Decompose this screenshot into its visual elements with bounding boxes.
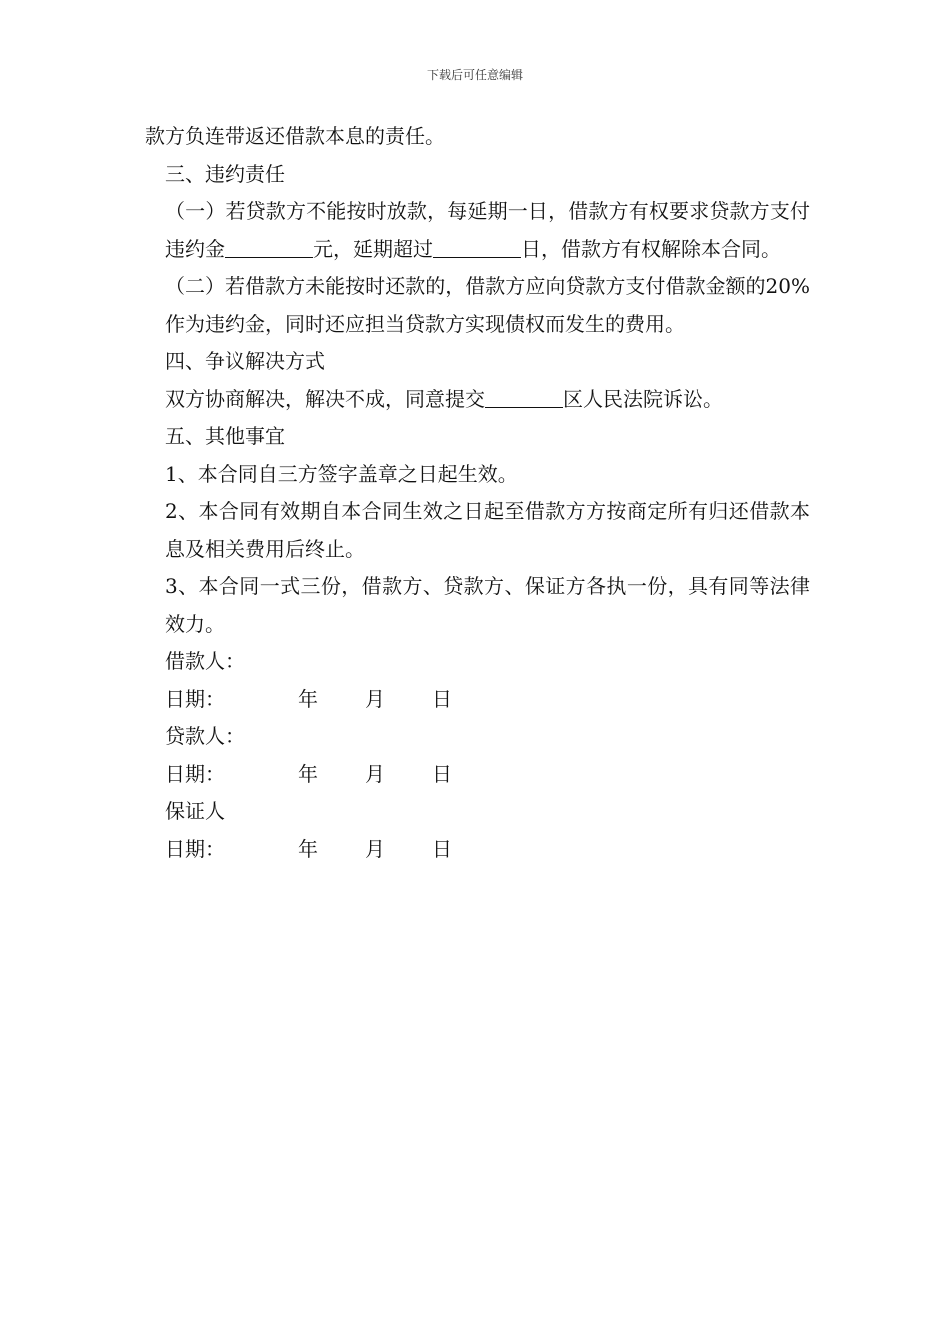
clause-breach-1-text-a: （一）若贷款方不能按时放款，每延期一日，借款方有权要求贷款方支付违约金 bbox=[165, 199, 810, 261]
signature-block-lender bbox=[145, 718, 810, 793]
section-heading-other: 五、其他事宜 bbox=[165, 424, 285, 448]
signature-party-label: 保证人 bbox=[165, 799, 225, 823]
month-label: 月 bbox=[365, 686, 385, 711]
penalty-amount-blank bbox=[225, 235, 313, 258]
month-label: 月 bbox=[365, 761, 385, 786]
date-label: 日期： bbox=[165, 761, 225, 786]
clause-other-1: 1、本合同自三方签字盖章之日起生效。 bbox=[165, 461, 518, 486]
date-label: 日期： bbox=[165, 686, 225, 711]
signature-date-line bbox=[145, 756, 810, 794]
day-label: 日 bbox=[432, 836, 452, 861]
year-label: 年 bbox=[298, 836, 318, 861]
document-body bbox=[145, 118, 810, 868]
clause-breach-1-text-b: 元，延期超过 bbox=[313, 236, 433, 261]
signature-party-label: 借款人： bbox=[165, 649, 245, 673]
year-label: 年 bbox=[298, 761, 318, 786]
date-label: 日期： bbox=[165, 836, 225, 861]
clause-other-2: 2、本合同有效期自本合同生效之日起至借款方方按商定所有归还借款本息及相关费用后终止。 bbox=[165, 499, 810, 561]
signature-block-guarantor bbox=[145, 793, 810, 868]
clause-dispute-text-b: 区人民法院诉讼。 bbox=[563, 386, 723, 411]
signature-block-borrower bbox=[145, 643, 810, 718]
clause-other-3: 3、本合同一式三份，借款方、贷款方、保证方各执一份，具有同等法律效力。 bbox=[165, 574, 810, 636]
signature-party-label: 贷款人： bbox=[165, 724, 245, 748]
year-label: 年 bbox=[298, 686, 318, 711]
day-label: 日 bbox=[432, 686, 452, 711]
paragraph-continuation: 款方负连带返还借款本息的责任。 bbox=[145, 124, 445, 148]
clause-breach-1 bbox=[145, 193, 810, 268]
court-district-blank bbox=[485, 385, 563, 408]
month-label: 月 bbox=[365, 836, 385, 861]
signature-date-line bbox=[145, 681, 810, 719]
clause-breach-2: （二）若借款方未能按时还款的，借款方应向贷款方支付借款金额的20%作为违约金，同时还应担当贷款方实现债权而发生的费用。 bbox=[165, 274, 810, 336]
clause-dispute bbox=[145, 381, 810, 419]
delay-days-blank bbox=[433, 235, 521, 258]
clause-dispute-text-a: 双方协商解决，解决不成，同意提交 bbox=[165, 386, 485, 411]
page-header: 下载后可任意编辑 bbox=[426, 68, 523, 82]
section-heading-breach: 三、违约责任 bbox=[165, 161, 285, 186]
signature-date-line bbox=[145, 831, 810, 869]
section-heading-dispute: 四、争议解决方式 bbox=[165, 349, 325, 373]
clause-breach-1-text-c: 日，借款方有权解除本合同。 bbox=[521, 236, 781, 261]
day-label: 日 bbox=[432, 761, 452, 786]
